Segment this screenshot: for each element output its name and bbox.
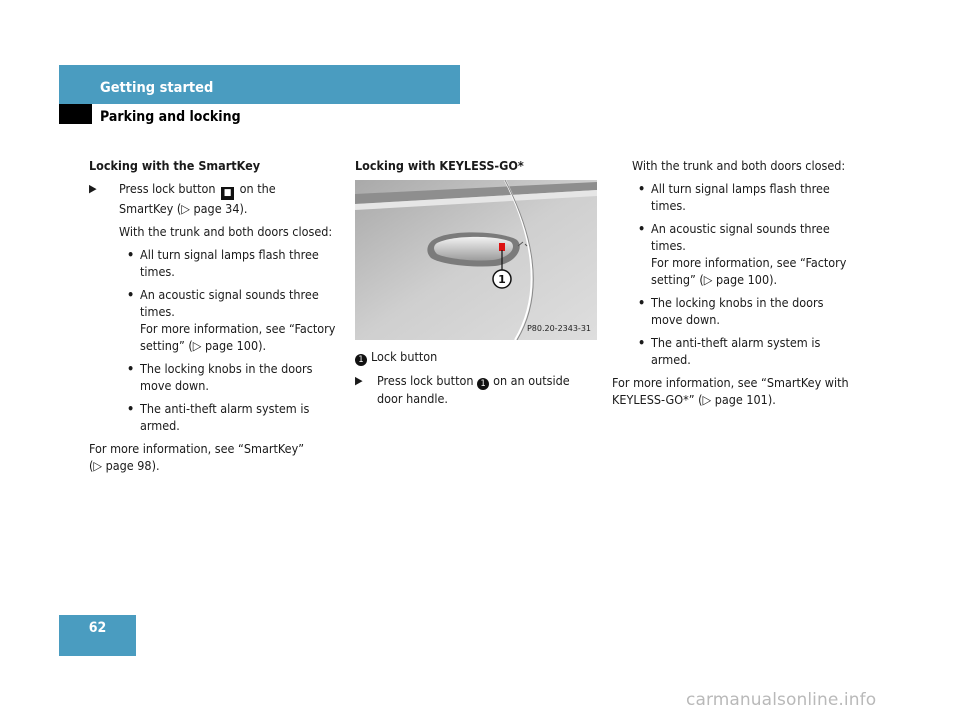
bullet-icon: • [127,247,135,262]
callout-icon: 1 [477,378,489,390]
bullet-icon: • [127,401,135,416]
smartkey-heading: Locking with the SmartKey [89,158,261,173]
keyless-heading: Locking with KEYLESS-GO* [355,158,524,173]
image-legend: 1 Lock button [355,348,600,366]
column-keyless-go [355,157,600,413]
bullet-icon: • [127,361,135,376]
step-arrow-icon: ▶ [355,374,363,387]
list-item: • An acoustic signal sounds three times. For more information, see “Factory setting” (▷ page 100). [127,287,336,353]
smartkey-footer: For more information, see “SmartKey” (▷ page 98). [89,441,305,473]
photo-callout-number: 1 [498,273,506,286]
section-tab [59,104,92,124]
list-item: • All turn signal lamps flash three times. [638,181,830,213]
door-handle-photo [355,180,597,340]
bullet-icon: • [638,181,646,196]
bullet-icon: • [638,295,646,310]
step-arrow-icon: ▶ [89,182,97,195]
lock-icon: ■ [221,187,234,200]
bullet-icon: • [127,287,135,302]
keyless-footer: For more information, see “SmartKey with KEYLESS-GO*” (▷ page 101). [612,375,849,407]
list-item: • The locking knobs in the doors move down. [638,295,824,327]
list-item: • All turn signal lamps flash three times. [127,247,319,279]
keyless-step: ▶ Press lock button 1 on an outside door handle. [355,373,570,406]
section-title: Getting started [100,80,214,96]
callout-icon: 1 [355,354,367,366]
condition-text: With the trunk and both doors closed: [119,224,333,239]
list-item: • The anti-theft alarm system is armed. [638,335,821,367]
smartkey-step: ▶ Press lock button ■ on the SmartKey (▷ page 34). [89,181,276,216]
image-code: P80.20-2343-31 [526,324,591,333]
column-smartkey [89,157,339,480]
subsection-title: Parking and locking [100,109,241,125]
column-keyless-results [612,157,862,414]
list-item: • The anti-theft alarm system is armed. [127,401,310,433]
condition-text: With the trunk and both doors closed: [632,158,846,173]
list-item: • The locking knobs in the doors move down. [127,361,313,393]
watermark: carmanualsonline.info [686,690,877,710]
list-item: • An acoustic signal sounds three times. For more information, see “Factory setting” (▷ page 100). [638,221,847,287]
bullet-icon: • [638,221,646,236]
page-number: 62 [88,620,107,636]
bullet-icon: • [638,335,646,350]
